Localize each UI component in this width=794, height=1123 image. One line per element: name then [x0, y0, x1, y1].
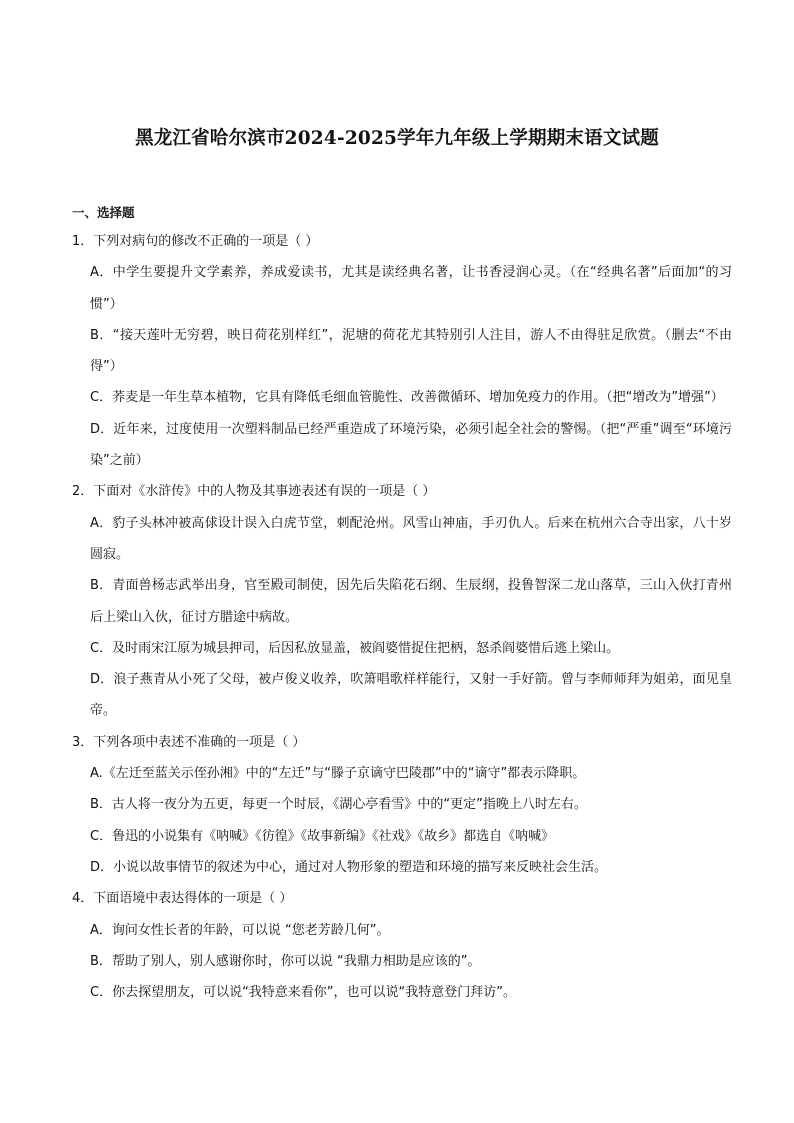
option-b: B．“接天莲叶无穷碧，映日荷花别样红”，泥塘的荷花尤其特别引人注目，游人不由得驻足欣赏。（删去“不由得”） — [90, 327, 732, 375]
question-1 — [72, 226, 732, 476]
section-heading: 一、选择题 — [72, 205, 135, 220]
option-b: B．古人将一夜分为五更，每更一个时辰，《湖心亭看雪》中的“更定”指晚上八时左右。 — [90, 797, 587, 813]
question-text: 下面对《水浒传》中的人物及其事迹表述有误的一项是（ ） — [93, 484, 436, 500]
option-d: D．浪子燕青从小死了父母，被卢俊义收养，吹箫唱歌样样能行，又射一手好箭。曾与李师师拜为姐弟，面见皇帝。 — [90, 672, 732, 719]
option-b: B．帮助了别人，别人感谢你时，你可以说 “我鼎力相助是应该的”。 — [90, 953, 481, 969]
question-list — [72, 226, 732, 1008]
option-c: C．荞麦是一年生草本植物，它具有降低毛细血管脆性、改善微循环、增加免疫力的作用。（把“增改为”增强”） — [90, 390, 724, 406]
question-number: 2． — [72, 484, 94, 500]
question-text: 下列各项中表述不准确的一项是（ ） — [93, 734, 306, 750]
option-d: D．小说以故事情节的叙述为中心，通过对人物形象的塑造和环境的描写来反映社会生活。 — [90, 859, 608, 875]
question-number: 4． — [72, 891, 94, 907]
question-stem — [72, 226, 732, 257]
option-a: A.《左迁至蓝关示侄孙湘》中的“左迁”与“滕子京谪守巴陵郡”中的“谪守”都表示降职。 — [90, 766, 586, 782]
question-3 — [72, 727, 732, 883]
exam-title: 黑龙江省哈尔滨市2024-2025学年九年级上学期期末语文试题 — [135, 128, 659, 149]
option-c: C．鲁迅的小说集有《呐喊》《彷徨》《故事新编》《社戏》《故乡》都选自《呐喊》 — [90, 828, 555, 844]
option-a: A．询问女性长者的年龄，可以说 “您老芳龄几何”。 — [90, 922, 390, 938]
question-4 — [72, 883, 732, 1008]
option-a: A．豹子头林冲被高俅设计误入白虎节堂，刺配沧州。风雪山神庙，手刃仇人。后来在杭州六合寺出家，八十岁圆寂。 — [90, 515, 732, 562]
question-number: 3． — [72, 734, 94, 750]
option-b: B．青面兽杨志武举出身，官至殿司制使，因先后失陷花石纲、生辰纲，投鲁智深二龙山落草，三山入伙打青州后上梁山入伙，征讨方腊途中病故。 — [90, 578, 732, 625]
question-stem — [72, 476, 732, 507]
question-text: 下面语境中表达得体的一项是（ ） — [93, 891, 293, 907]
question-number: 1． — [72, 234, 94, 249]
question-text: 下列对病句的修改不正确的一项是（ ） — [93, 234, 319, 249]
question-stem — [72, 727, 732, 758]
option-c: C．你去探望朋友，可以说“我特意来看你”，也可以说“我特意登门拜访”。 — [90, 985, 517, 1001]
option-d: D．近年来，过度使用一次塑料制品已经严重造成了环境污染，必须引起全社会的警惕。（把“严重”调至“环境污染”之前） — [90, 421, 732, 469]
question-2 — [72, 476, 732, 726]
option-c: C．及时雨宋江原为城县押司，后因私放显盖，被阎婆惜捉住把柄，怒杀阎婆惜后逃上梁山。 — [90, 640, 620, 656]
option-a: A．中学生要提升文学素养，养成爱读书，尤其是读经典名著，让书香浸润心灵。（在“经典名著”后面加“的习惯”） — [90, 265, 732, 312]
question-stem — [72, 883, 732, 914]
